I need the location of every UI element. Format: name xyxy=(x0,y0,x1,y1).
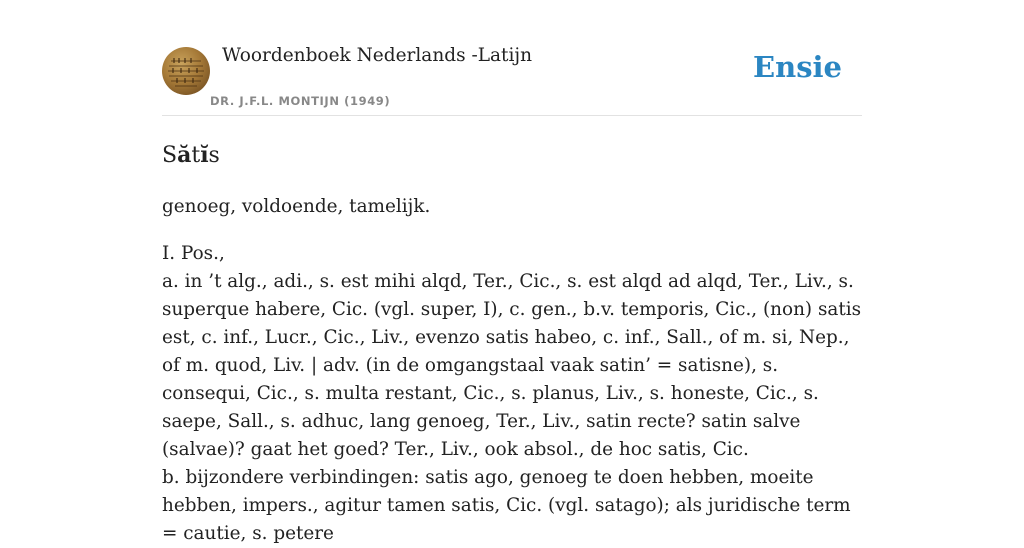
paragraph-a: a. in ’t alg., adi., s. est mihi alqd, Ter., Cic., s. est alqd ad alqd, Ter., Liv., s. superque habere, Cic. (vgl. super, I), c. gen., b.v. temporis, Cic., (non) satis est, c. inf., Lucr., Cic., Liv., evenzo satis habeo, c. inf., Sall., of m. si, Nep., of m. quod, Liv. | adv. (in de omgangstaal vaak satin’ = satisne), s. consequi, Cic., s. multa restant, Cic., s. planus, Liv., s. honeste, Cic., s. saepe, Sall., s. adhuc, lang genoeg, Ter., Liv., satin recte? satin salve (salvae)? gaat het goed? Ter., Liv., ook absol., de hoc satis, Cic. xyxy=(162,271,862,460)
entry-headword xyxy=(162,140,862,171)
section-heading: I. Pos., xyxy=(162,243,225,264)
entry-translation: genoeg, voldoende, tamelijk. xyxy=(162,196,431,217)
headword-part: ĭ xyxy=(200,142,209,168)
coin-inscription-icon xyxy=(162,47,210,95)
ensie-logo-link[interactable]: Ensie xyxy=(753,50,842,84)
page-container xyxy=(162,0,862,548)
headword-part: S xyxy=(162,143,178,168)
headword-part: ă xyxy=(177,142,192,168)
headword-part: t xyxy=(191,143,201,168)
paragraph-b: b. bijzondere verbindingen: satis ago, genoeg te doen hebben, moeite hebben, impers., agitur tamen satis, Cic. (vgl. satago); als juridische term = cautie, s. petere xyxy=(162,467,851,544)
book-title-link[interactable]: Woordenboek Nederlands -Latijn xyxy=(222,45,533,66)
book-author: DR. J.F.L. MONTIJN (1949) xyxy=(210,94,391,108)
headword-part: s xyxy=(208,143,220,168)
entry-body xyxy=(162,240,862,548)
page-header xyxy=(162,0,862,116)
book-cover-icon[interactable] xyxy=(162,47,210,95)
